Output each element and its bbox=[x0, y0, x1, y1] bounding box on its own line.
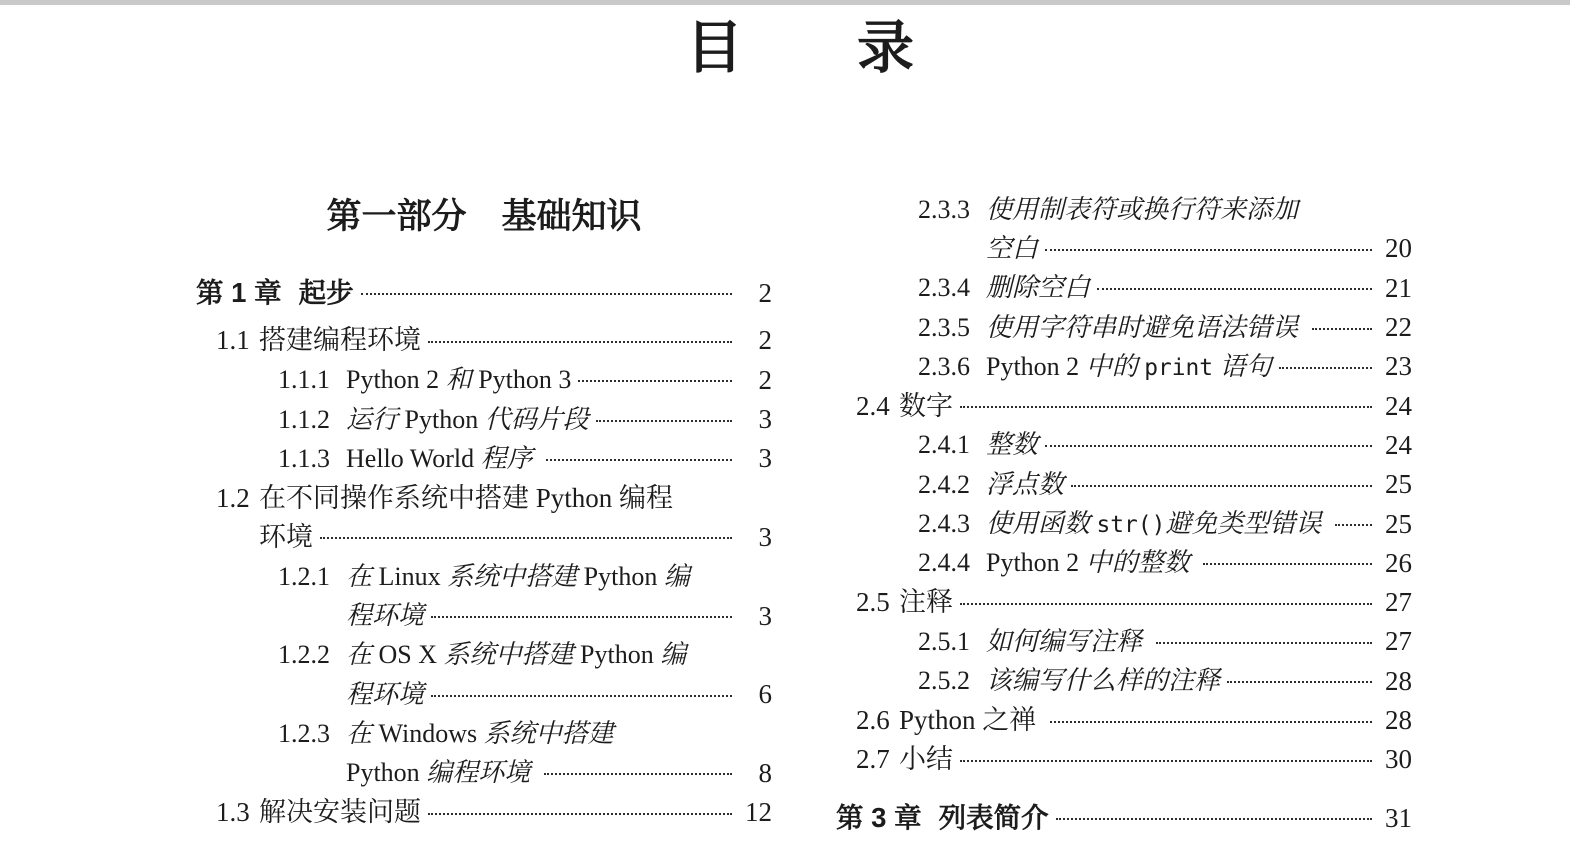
title-text: 起步 bbox=[298, 277, 354, 309]
toc-column-left bbox=[196, 274, 772, 833]
toc-entry-page: 21 bbox=[1385, 272, 1412, 303]
toc-entry-title bbox=[259, 799, 421, 826]
title-text: Python 2 bbox=[986, 548, 1086, 578]
toc-entry bbox=[836, 583, 1412, 622]
toc-entry-number: 2.4.4 bbox=[918, 548, 970, 578]
toc-column-right bbox=[836, 190, 1412, 846]
title-text: 代码片段 bbox=[484, 404, 589, 434]
dot-leader bbox=[428, 813, 732, 815]
title-text: Python 2 bbox=[346, 365, 446, 395]
title-text: 空白 bbox=[986, 233, 1039, 263]
toc-entry-number: 1.2.2 bbox=[278, 640, 330, 670]
title-text bbox=[1190, 548, 1197, 577]
title-text: Python bbox=[577, 561, 664, 591]
title-text: 在 bbox=[346, 561, 373, 591]
toc-entry-title bbox=[346, 760, 537, 786]
toc-entry-page: 27 bbox=[1385, 626, 1412, 657]
toc-entry-page: 25 bbox=[1385, 508, 1412, 539]
toc-entry-page: 26 bbox=[1385, 547, 1412, 578]
toc-entry-page: 3 bbox=[758, 443, 772, 474]
dot-leader bbox=[428, 341, 732, 343]
toc-entry-page: 23 bbox=[1385, 351, 1412, 382]
dot-leader bbox=[431, 695, 732, 697]
title-text: 该编写什么样的注释 bbox=[986, 666, 1221, 696]
dot-leader bbox=[1071, 485, 1372, 487]
toc-entry bbox=[836, 701, 1412, 740]
toc-entry-page: 12 bbox=[745, 797, 772, 827]
toc-entry bbox=[196, 478, 772, 517]
title-text: 如何编写注释 bbox=[986, 626, 1143, 656]
toc-entry-page: 2 bbox=[758, 277, 772, 308]
title-text: 环境 bbox=[259, 521, 313, 552]
toc-entry-title bbox=[259, 482, 674, 513]
toc-entry-title bbox=[346, 679, 425, 709]
toc-entry-number: 1.2 bbox=[216, 482, 250, 513]
toc-entry-number: 第 1 章 bbox=[196, 277, 282, 309]
toc-entry-title bbox=[259, 327, 421, 354]
toc-entry-title bbox=[939, 804, 1049, 832]
title-text: 浮点数 bbox=[986, 469, 1065, 499]
toc-entry-title bbox=[346, 404, 589, 434]
toc-entry-number: 2.6 bbox=[856, 705, 890, 735]
title-text: 避免类型错误 bbox=[1165, 509, 1322, 539]
toc-entry-number: 2.5.2 bbox=[918, 666, 970, 696]
title-text: Python 2 bbox=[986, 351, 1086, 381]
toc-entry-number: 2.4.3 bbox=[918, 509, 970, 539]
toc-entry bbox=[196, 361, 772, 400]
title-text: Python bbox=[398, 404, 485, 434]
toc-entry-title bbox=[346, 642, 686, 668]
toc-entry bbox=[836, 504, 1412, 543]
toc-entry bbox=[836, 190, 1412, 229]
dot-leader bbox=[1335, 524, 1372, 526]
toc-entry bbox=[196, 557, 772, 596]
title-text: 删除空白 bbox=[986, 273, 1091, 303]
toc-entry-number: 2.4.2 bbox=[918, 469, 970, 499]
toc-entry-number: 1.1.2 bbox=[278, 404, 330, 434]
toc-entry-title bbox=[986, 275, 1090, 301]
toc-entry-number: 2.3.3 bbox=[918, 194, 970, 224]
title-text: Python 之禅 bbox=[899, 705, 1037, 735]
title-text: 小结 bbox=[899, 744, 953, 775]
toc-entry bbox=[196, 675, 772, 714]
toc-entry-title bbox=[899, 746, 953, 773]
toc-entry bbox=[196, 596, 772, 635]
dot-leader bbox=[320, 537, 732, 539]
toc-entry bbox=[196, 714, 772, 753]
toc-entry-title bbox=[259, 521, 313, 552]
dot-leader bbox=[361, 293, 732, 295]
toc-entry bbox=[196, 518, 772, 557]
title-text bbox=[1298, 313, 1305, 342]
title-text: 编程环境 bbox=[426, 758, 531, 788]
title-text: 使用函数 bbox=[986, 509, 1091, 539]
dot-leader bbox=[1227, 681, 1372, 683]
toc-entry-page: 3 bbox=[758, 521, 772, 552]
toc-entry-title bbox=[986, 432, 1038, 458]
toc-entry-title bbox=[986, 194, 1299, 224]
dot-leader bbox=[578, 380, 732, 382]
dot-leader bbox=[960, 406, 1372, 408]
title-text: 在 bbox=[346, 640, 373, 670]
toc-entry bbox=[836, 269, 1412, 308]
part-heading: 第一部分 基础知识 bbox=[326, 197, 642, 236]
title-text: 编 bbox=[660, 640, 687, 670]
toc-entry bbox=[836, 798, 1412, 837]
dot-leader bbox=[431, 616, 732, 618]
toc-entry bbox=[196, 754, 772, 793]
toc-entry-number: 2.5.1 bbox=[918, 626, 970, 656]
toc-entry-number: 1.2.3 bbox=[278, 718, 330, 748]
title-text: Linux bbox=[372, 561, 448, 591]
title-text bbox=[1321, 509, 1328, 538]
toc-entry-page: 24 bbox=[1385, 429, 1412, 460]
title-text: Python 3 bbox=[471, 365, 572, 395]
dot-leader bbox=[1279, 367, 1372, 369]
toc-entry bbox=[836, 426, 1412, 465]
title-text: 列表简介 bbox=[938, 802, 1049, 834]
toc-entry bbox=[196, 400, 772, 439]
toc-entry-number: 2.4.1 bbox=[918, 430, 970, 460]
toc-entry bbox=[836, 465, 1412, 504]
toc-entry-title bbox=[986, 312, 1305, 342]
title-text: 解决安装问题 bbox=[259, 797, 421, 827]
toc-entry-number: 2.3.6 bbox=[918, 351, 970, 381]
title-text: 搭建编程环境 bbox=[259, 325, 421, 356]
title-text: 系统中搭建 bbox=[443, 640, 574, 670]
toc-entry-page: 3 bbox=[758, 404, 772, 435]
toc-entry bbox=[836, 229, 1412, 268]
title-text: Python bbox=[573, 640, 661, 670]
title-text: 语句 bbox=[1219, 351, 1272, 381]
toc-entry-number: 2.5 bbox=[856, 587, 890, 618]
title-text: 中的 bbox=[1085, 351, 1138, 381]
toc-entry-page: 2 bbox=[758, 325, 772, 356]
toc-entry-page: 27 bbox=[1385, 587, 1412, 618]
toc-entry bbox=[196, 793, 772, 832]
title-text: 在不同操作系统中搭建 Python 编程 bbox=[259, 482, 674, 513]
title-text bbox=[1036, 705, 1043, 735]
toc-entry-number: 2.4 bbox=[856, 390, 890, 421]
toc-entry-title bbox=[346, 718, 614, 748]
toc-entry-page: 24 bbox=[1385, 390, 1412, 421]
toc-entry-title bbox=[899, 707, 1043, 734]
toc-entry-page: 25 bbox=[1385, 469, 1412, 500]
toc-entry-title bbox=[899, 390, 953, 421]
toc-entry-page: 2 bbox=[758, 364, 772, 395]
dot-leader bbox=[1056, 818, 1372, 820]
toc-entry-page: 28 bbox=[1385, 705, 1412, 735]
dot-leader bbox=[1050, 721, 1372, 723]
toc-entry-title bbox=[986, 668, 1220, 694]
title-text bbox=[533, 444, 540, 473]
toc-entry-title bbox=[346, 443, 539, 473]
toc-entry-page: 22 bbox=[1385, 312, 1412, 343]
title-text: 程序 bbox=[480, 443, 533, 473]
title-text: OS X bbox=[372, 640, 444, 670]
title-text bbox=[530, 758, 537, 787]
toc-entry-number: 1.2.1 bbox=[278, 561, 330, 591]
title-text: 编 bbox=[663, 561, 690, 591]
title-text: Windows bbox=[372, 718, 484, 748]
title-text: Python bbox=[346, 758, 427, 788]
dot-leader bbox=[1045, 249, 1372, 251]
toc-entry-number: 2.3.5 bbox=[918, 312, 970, 342]
toc-entry-number: 1.1 bbox=[216, 325, 250, 356]
toc-entry bbox=[836, 662, 1412, 701]
toc-entry-title bbox=[986, 626, 1149, 656]
title-text: 使用字符串时避免语法错误 bbox=[986, 312, 1299, 342]
dot-leader bbox=[544, 773, 732, 775]
dot-leader bbox=[960, 760, 1372, 762]
title-text: 在 bbox=[346, 718, 373, 748]
title-text: 数字 bbox=[899, 390, 953, 421]
toc-entry bbox=[836, 386, 1412, 425]
toc-entry-title bbox=[346, 367, 571, 393]
code-text: print bbox=[1144, 354, 1214, 381]
toc-entry-title bbox=[346, 603, 424, 629]
toc-entry-page: 3 bbox=[758, 600, 772, 631]
toc-entry-number: 1.1.1 bbox=[278, 365, 330, 395]
title-text: 运行 bbox=[346, 404, 399, 434]
toc-entry-title bbox=[986, 511, 1328, 537]
toc-entry-title bbox=[986, 233, 1039, 263]
toc-entry-number: 2.3.4 bbox=[918, 273, 970, 303]
dot-leader bbox=[546, 459, 732, 461]
dot-leader bbox=[1203, 563, 1372, 565]
toc-entry-number: 1.1.3 bbox=[278, 443, 330, 473]
toc-entry bbox=[836, 347, 1412, 386]
toc-entry bbox=[196, 439, 772, 478]
toc-entry-title bbox=[986, 351, 1272, 381]
toc-entry-page: 28 bbox=[1385, 665, 1412, 696]
title-text: 中的整数 bbox=[1085, 548, 1190, 578]
toc-entry bbox=[196, 636, 772, 675]
title-text: 系统中搭建 bbox=[483, 718, 614, 748]
toc-entry-title bbox=[346, 561, 690, 591]
toc-entry-number: 第 3 章 bbox=[836, 802, 922, 834]
dot-leader bbox=[1156, 642, 1372, 644]
toc-entry-title bbox=[986, 469, 1065, 499]
dot-leader bbox=[960, 603, 1372, 605]
dot-leader bbox=[1097, 288, 1372, 290]
title-text: 使用制表符或换行符来添加 bbox=[986, 194, 1299, 224]
toc-entry-page: 6 bbox=[758, 679, 772, 710]
dot-leader bbox=[596, 420, 732, 422]
page-title: 目 录 bbox=[686, 17, 914, 80]
toc-entry bbox=[836, 622, 1412, 661]
dot-leader bbox=[1312, 328, 1372, 330]
toc-entry-title bbox=[299, 279, 354, 307]
dot-leader bbox=[1045, 445, 1372, 447]
toc-entry-page: 31 bbox=[1385, 802, 1412, 833]
title-text: 和 bbox=[445, 365, 472, 395]
toc-entry-number: 1.3 bbox=[216, 797, 250, 827]
toc-entry-title bbox=[986, 550, 1196, 576]
title-text bbox=[1142, 627, 1149, 656]
title-text: 整数 bbox=[986, 430, 1039, 460]
toc-entry bbox=[196, 321, 772, 360]
toc-entry-page: 20 bbox=[1385, 233, 1412, 264]
title-text: 注释 bbox=[899, 587, 953, 618]
toc-entry bbox=[836, 308, 1412, 347]
title-text: 程环境 bbox=[346, 679, 425, 709]
title-text: 系统中搭建 bbox=[447, 561, 578, 591]
toc-entry-page: 30 bbox=[1385, 744, 1412, 775]
code-text: str() bbox=[1096, 512, 1166, 539]
toc-entry-number: 2.7 bbox=[856, 744, 890, 775]
toc-entry-title bbox=[899, 589, 953, 616]
title-text: Hello World bbox=[346, 443, 481, 473]
toc-entry-page: 8 bbox=[758, 757, 772, 788]
toc-entry bbox=[836, 544, 1412, 583]
title-text: 程环境 bbox=[346, 601, 425, 631]
toc-entry bbox=[836, 740, 1412, 779]
toc-entry bbox=[196, 274, 772, 313]
